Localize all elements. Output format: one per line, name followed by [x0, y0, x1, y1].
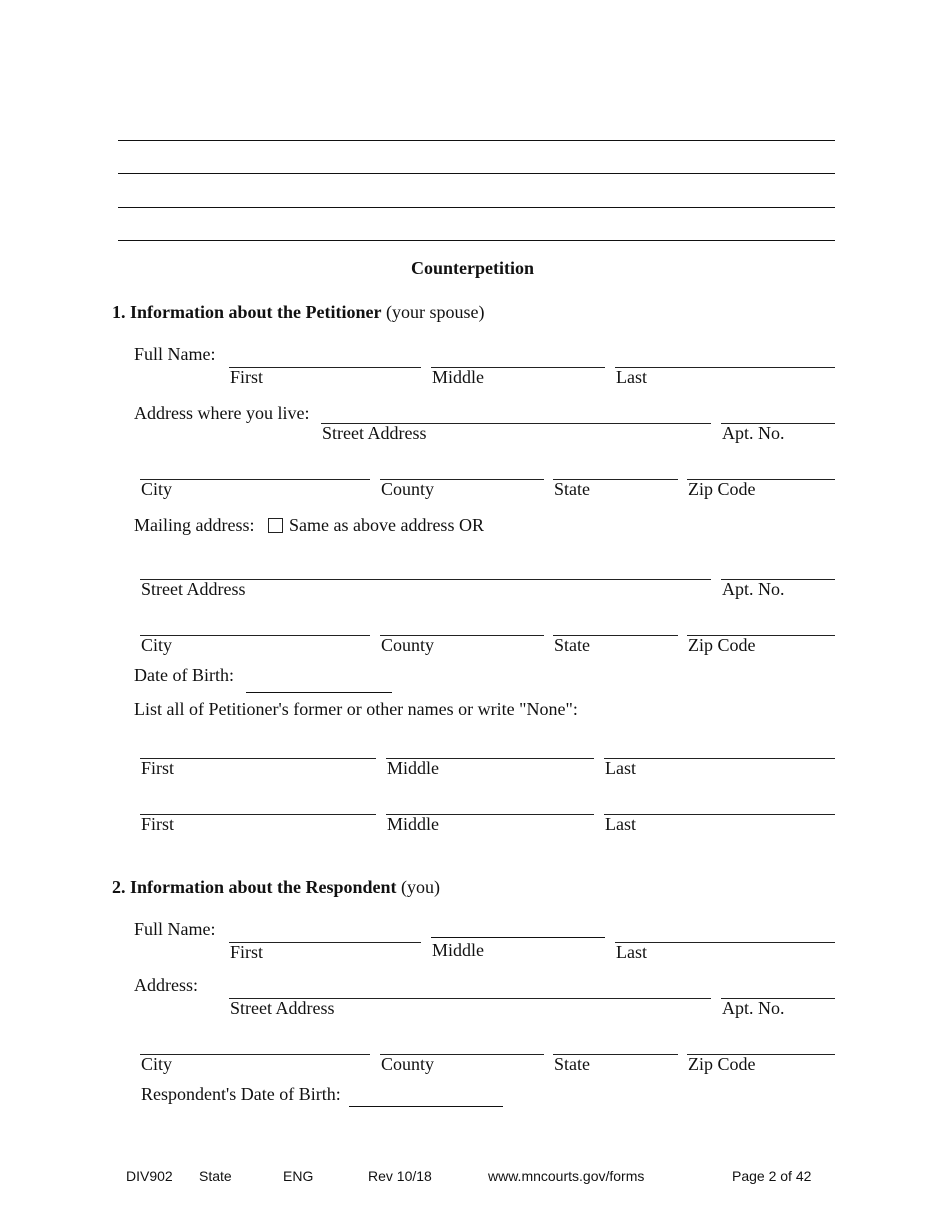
s1-dob-label: Date of Birth: — [134, 665, 234, 685]
s2-zip-label: Zip Code — [688, 1054, 756, 1074]
section2-heading-bold: 2. Information about the Respondent — [112, 877, 397, 897]
s2-address-label: Address: — [134, 975, 198, 995]
s1-former2-last-label: Last — [605, 814, 636, 834]
s1-mail-city-label: City — [141, 635, 173, 655]
s1-mail-city-field[interactable] — [140, 635, 370, 636]
s1-street-label: Street Address — [322, 423, 427, 443]
s2-city-field[interactable] — [140, 1054, 370, 1055]
s2-apt-label: Apt. No. — [722, 998, 785, 1018]
caption-line-2[interactable] — [118, 173, 835, 174]
s1-former2-middle-label: Middle — [387, 814, 439, 834]
s1-first-label: First — [230, 367, 264, 387]
section1-heading — [112, 302, 484, 323]
s2-state-label: State — [554, 1054, 590, 1074]
footer-scope: State — [199, 1168, 232, 1184]
s1-city-label: City — [141, 479, 173, 499]
s1-city-field[interactable] — [140, 479, 370, 480]
s1-apt-label: Apt. No. — [722, 423, 785, 443]
s1-full-name-label: Full Name: — [134, 344, 216, 364]
s1-former1-middle-label: Middle — [387, 758, 439, 778]
footer-page: Page 2 of 42 — [732, 1168, 812, 1184]
s1-mailing-same-checkbox[interactable] — [268, 518, 283, 533]
footer-language: ENG — [283, 1168, 314, 1184]
s1-mailing-option-label: Same as above address OR — [289, 515, 484, 535]
s1-zip-label: Zip Code — [688, 479, 756, 499]
s1-last-label: Last — [616, 367, 647, 387]
footer-revision: Rev 10/18 — [368, 1168, 432, 1184]
s1-middle-label: Middle — [432, 367, 484, 387]
s2-middle-name-field[interactable] — [431, 937, 605, 938]
caption-line-4[interactable] — [118, 240, 835, 241]
s2-street-label: Street Address — [230, 998, 335, 1018]
s2-county-label: County — [381, 1054, 435, 1074]
s1-mailing-label: Mailing address: — [134, 515, 255, 535]
s1-former1-first-field[interactable] — [140, 758, 376, 759]
s1-mail-state-label: State — [554, 635, 590, 655]
s1-former1-last-field[interactable] — [604, 758, 835, 759]
s1-former2-first-field[interactable] — [140, 814, 376, 815]
s2-first-label: First — [230, 942, 264, 962]
s1-county-label: County — [381, 479, 435, 499]
s1-address-label: Address where you live: — [134, 403, 310, 423]
s2-last-label: Last — [616, 942, 647, 962]
s1-state-label: State — [554, 479, 590, 499]
s2-dob-field[interactable] — [349, 1106, 503, 1107]
footer-url[interactable]: www.mncourts.gov/forms — [488, 1168, 645, 1184]
document-title: Counterpetition — [411, 258, 534, 278]
s1-former-names-label: List all of Petitioner's former or other names or write "None": — [134, 699, 578, 719]
section2-heading-rest: (you) — [396, 877, 441, 897]
section1-heading-bold: 1. Information about the Petitioner — [112, 302, 382, 322]
s1-former1-last-label: Last — [605, 758, 636, 778]
s2-city-label: City — [141, 1054, 173, 1074]
s1-last-name-field[interactable] — [615, 367, 835, 368]
s1-former2-last-field[interactable] — [604, 814, 835, 815]
s2-last-name-field[interactable] — [615, 942, 835, 943]
section1-heading-rest: (your spouse) — [381, 302, 485, 322]
s1-mail-apt-label: Apt. No. — [722, 579, 785, 599]
s2-full-name-label: Full Name: — [134, 919, 216, 939]
section2-heading — [112, 877, 440, 898]
s2-middle-label: Middle — [432, 940, 484, 960]
s1-former2-first-label: First — [141, 814, 175, 834]
s1-mail-county-label: County — [381, 635, 435, 655]
s1-mail-zip-label: Zip Code — [688, 635, 756, 655]
s1-former1-first-label: First — [141, 758, 175, 778]
caption-line-3[interactable] — [118, 207, 835, 208]
footer-form-id: DIV902 — [126, 1168, 173, 1184]
s1-mail-street-label: Street Address — [141, 579, 246, 599]
s2-dob-label: Respondent's Date of Birth: — [141, 1084, 341, 1104]
caption-line-1[interactable] — [118, 140, 835, 141]
s1-dob-field[interactable] — [246, 692, 392, 693]
